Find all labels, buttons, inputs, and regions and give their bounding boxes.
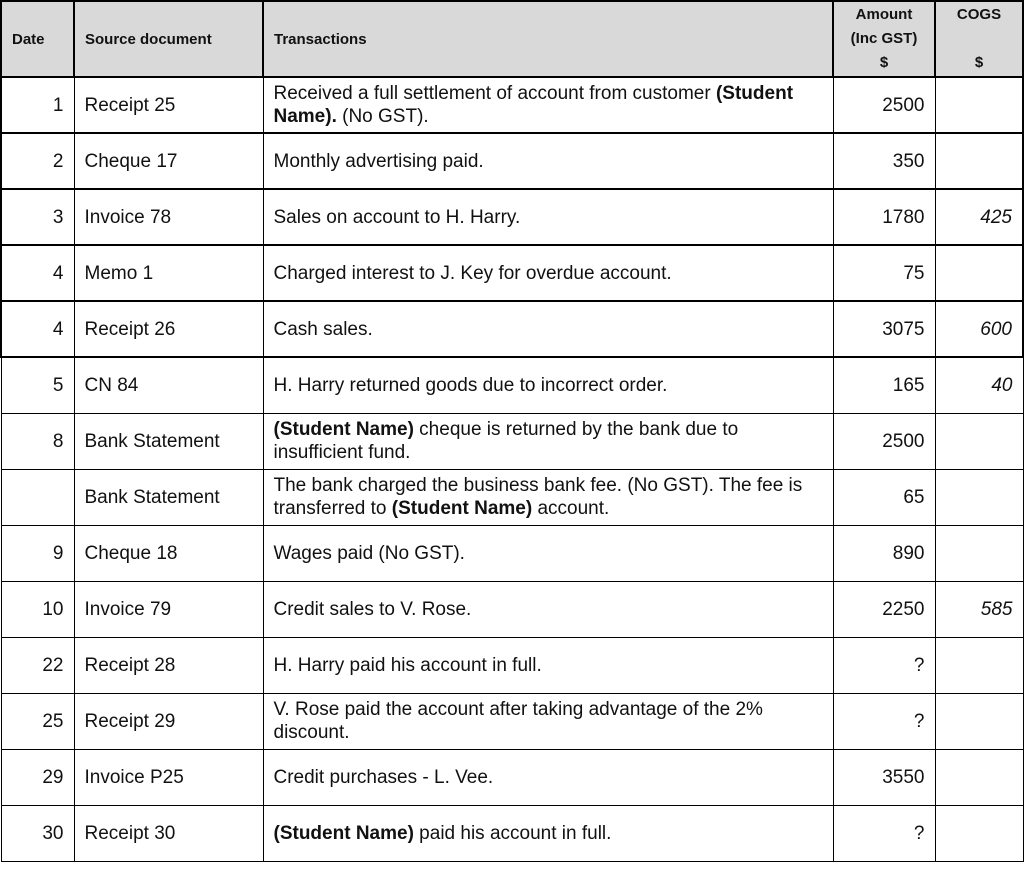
amount-cell: ? bbox=[833, 693, 935, 749]
source-document-cell: Invoice 78 bbox=[74, 189, 263, 245]
cogs-cell bbox=[935, 525, 1023, 581]
transaction-cell bbox=[263, 469, 833, 525]
text-segment: Credit sales to V. Rose. bbox=[273, 598, 472, 620]
cogs-header-spacer bbox=[940, 27, 1018, 51]
date-cell: 1 bbox=[1, 77, 74, 133]
date-cell: 4 bbox=[1, 301, 74, 357]
cogs-cell bbox=[935, 77, 1023, 133]
table-row bbox=[1, 469, 1023, 525]
text-segment: Monthly advertising paid. bbox=[273, 150, 484, 172]
source-document-header: Source document bbox=[74, 1, 263, 77]
amount-cell: 1780 bbox=[833, 189, 935, 245]
amount-cell: 3550 bbox=[833, 749, 935, 805]
text-segment: cheque is returned by the bank due to insufficient fund. bbox=[273, 419, 739, 463]
cogs-header-unit: $ bbox=[974, 54, 984, 71]
bold-text: (Student Name) bbox=[391, 498, 533, 519]
transaction-cell bbox=[263, 189, 833, 245]
cogs-cell bbox=[935, 133, 1023, 189]
text-segment: account. bbox=[532, 498, 610, 519]
text-segment: Wages paid (No GST). bbox=[273, 542, 465, 564]
source-document-cell: Receipt 29 bbox=[74, 693, 263, 749]
table-row bbox=[1, 525, 1023, 581]
table-row bbox=[1, 413, 1023, 469]
cogs-cell bbox=[935, 245, 1023, 301]
table-row bbox=[1, 805, 1023, 861]
transaction-cell bbox=[263, 693, 833, 749]
text-segment: paid his account in full. bbox=[413, 822, 612, 844]
date-cell: 3 bbox=[1, 189, 74, 245]
source-document-cell: Cheque 18 bbox=[74, 525, 263, 581]
source-document-cell: Bank Statement bbox=[74, 469, 263, 525]
text-segment: (No GST). bbox=[336, 106, 429, 127]
amount-header-line1: Amount bbox=[855, 6, 913, 23]
text-segment: H. Harry returned goods due to incorrect order. bbox=[273, 374, 668, 396]
table-row bbox=[1, 581, 1023, 637]
table-row bbox=[1, 301, 1023, 357]
transaction-cell bbox=[263, 77, 833, 133]
cogs-header-line1: COGS bbox=[956, 6, 1002, 23]
amount-cell: 350 bbox=[833, 133, 935, 189]
amount-cell: 75 bbox=[833, 245, 935, 301]
date-header: Date bbox=[1, 1, 74, 77]
table-row bbox=[1, 189, 1023, 245]
transaction-cell bbox=[263, 637, 833, 693]
source-document-cell: Receipt 26 bbox=[74, 301, 263, 357]
text-segment: Cash sales. bbox=[273, 318, 373, 340]
date-cell: 5 bbox=[1, 357, 74, 413]
amount-header bbox=[833, 1, 935, 77]
amount-cell: 165 bbox=[833, 357, 935, 413]
source-document-cell: Memo 1 bbox=[74, 245, 263, 301]
text-segment: Charged interest to J. Key for overdue account. bbox=[273, 262, 672, 284]
table-row bbox=[1, 357, 1023, 413]
transaction-cell bbox=[263, 245, 833, 301]
date-cell: 2 bbox=[1, 133, 74, 189]
source-document-cell: CN 84 bbox=[74, 357, 263, 413]
table-row bbox=[1, 749, 1023, 805]
date-cell bbox=[1, 469, 74, 525]
amount-cell: ? bbox=[833, 805, 935, 861]
cogs-cell: 425 bbox=[935, 189, 1023, 245]
transaction-cell bbox=[263, 749, 833, 805]
amount-cell: 3075 bbox=[833, 301, 935, 357]
cogs-cell bbox=[935, 413, 1023, 469]
text-segment: V. Rose paid the account after taking advantage of the 2% discount. bbox=[273, 699, 763, 743]
table-row bbox=[1, 245, 1023, 301]
cogs-cell: 600 bbox=[935, 301, 1023, 357]
transaction-cell bbox=[263, 413, 833, 469]
cogs-cell bbox=[935, 749, 1023, 805]
amount-cell: 2250 bbox=[833, 581, 935, 637]
cogs-cell bbox=[935, 637, 1023, 693]
amount-cell: 65 bbox=[833, 469, 935, 525]
text-segment: Sales on account to H. Harry. bbox=[273, 206, 521, 228]
source-document-cell: Receipt 30 bbox=[74, 805, 263, 861]
transaction-cell bbox=[263, 357, 833, 413]
cogs-cell bbox=[935, 469, 1023, 525]
table-row bbox=[1, 637, 1023, 693]
source-document-cell: Receipt 25 bbox=[74, 77, 263, 133]
bold-text: (Student Name) bbox=[273, 822, 414, 844]
text-segment: H. Harry paid his account in full. bbox=[273, 654, 542, 676]
amount-cell: ? bbox=[833, 637, 935, 693]
transaction-cell bbox=[263, 805, 833, 861]
source-document-cell: Bank Statement bbox=[74, 413, 263, 469]
date-cell: 4 bbox=[1, 245, 74, 301]
cogs-cell bbox=[935, 693, 1023, 749]
date-cell: 10 bbox=[1, 581, 74, 637]
date-cell: 25 bbox=[1, 693, 74, 749]
source-document-cell: Invoice P25 bbox=[74, 749, 263, 805]
cogs-cell: 585 bbox=[935, 581, 1023, 637]
table-row bbox=[1, 133, 1023, 189]
text-segment: Received a full settlement of account from customer bbox=[273, 83, 716, 104]
transaction-cell bbox=[263, 525, 833, 581]
date-cell: 30 bbox=[1, 805, 74, 861]
cogs-header bbox=[935, 1, 1023, 77]
text-segment: Credit purchases - L. Vee. bbox=[273, 766, 494, 788]
transaction-cell bbox=[263, 133, 833, 189]
source-document-cell: Cheque 17 bbox=[74, 133, 263, 189]
amount-cell: 890 bbox=[833, 525, 935, 581]
date-cell: 8 bbox=[1, 413, 74, 469]
amount-header-line2: (Inc GST) bbox=[850, 30, 918, 47]
amount-header-unit: $ bbox=[879, 54, 889, 71]
date-cell: 9 bbox=[1, 525, 74, 581]
date-cell: 22 bbox=[1, 637, 74, 693]
table-body bbox=[1, 77, 1023, 861]
date-cell: 29 bbox=[1, 749, 74, 805]
table-header bbox=[1, 1, 1023, 77]
cogs-cell: 40 bbox=[935, 357, 1023, 413]
source-document-cell: Receipt 28 bbox=[74, 637, 263, 693]
text-segment: The bank charged the business bank fee. (No GST). The fee is transferred to bbox=[273, 475, 803, 519]
transaction-cell bbox=[263, 301, 833, 357]
transaction-cell bbox=[263, 581, 833, 637]
bold-text: (Student Name) bbox=[273, 419, 414, 440]
transactions-header: Transactions bbox=[263, 1, 833, 77]
table-row bbox=[1, 693, 1023, 749]
amount-cell: 2500 bbox=[833, 77, 935, 133]
cogs-cell bbox=[935, 805, 1023, 861]
bold-text: (Student Name). bbox=[273, 83, 794, 127]
table-row bbox=[1, 77, 1023, 133]
source-document-cell: Invoice 79 bbox=[74, 581, 263, 637]
amount-cell: 2500 bbox=[833, 413, 935, 469]
